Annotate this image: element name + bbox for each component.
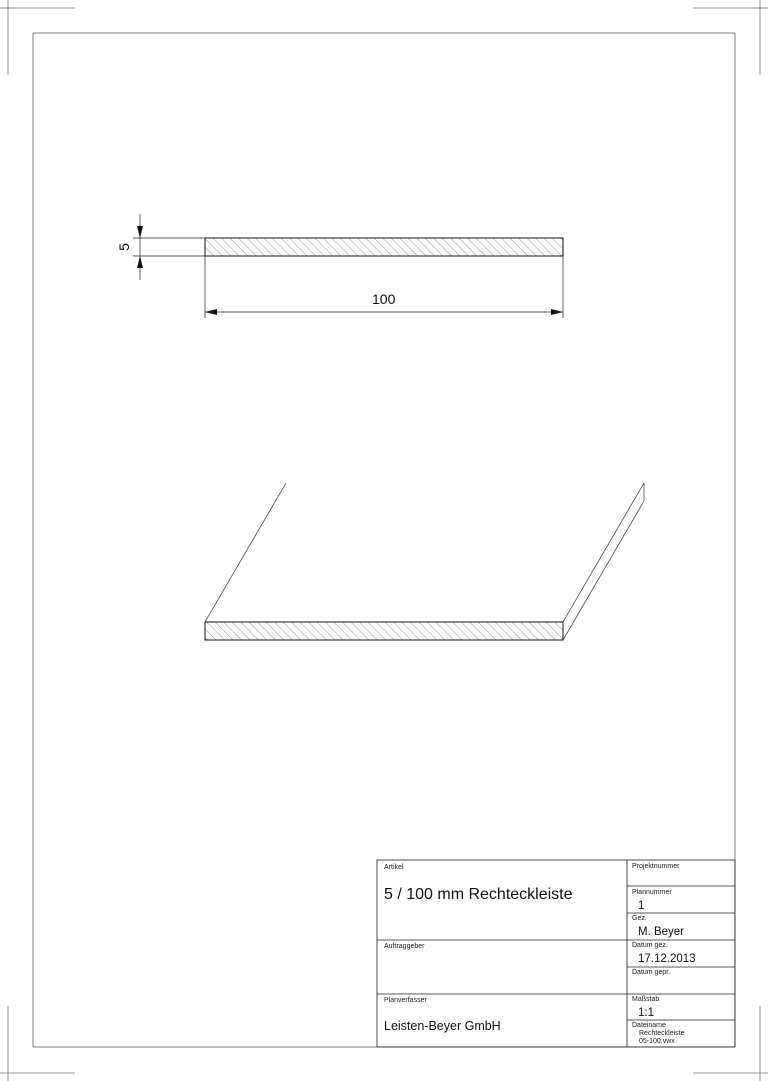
cross-section-view: [133, 214, 563, 318]
thickness-dimension: [133, 214, 205, 280]
projektnummer-label: Projektnummer: [632, 863, 680, 870]
datum-gez-value: 17.12.2013: [638, 953, 696, 965]
gez-label: Gez.: [632, 915, 647, 922]
dateiname-line2: 05-100.vwx: [639, 1038, 675, 1045]
massstab-label: Maßstab: [632, 996, 660, 1003]
perspective-front-face: [205, 622, 563, 640]
plannummer-label: Plannummer: [632, 889, 672, 896]
artikel-value: 5 / 100 mm Rechteckleiste: [384, 886, 573, 903]
dateiname-label: Dateiname: [632, 1022, 666, 1029]
cross-section-profile: [205, 238, 563, 256]
dateiname-line1: Rechteckleiste: [639, 1030, 685, 1037]
artikel-label: Artikel: [384, 864, 404, 871]
perspective-view: [205, 483, 644, 640]
datum-gepr-label: Datum gepr.: [632, 969, 671, 976]
datum-gez-label: Datum gez.: [632, 942, 668, 949]
width-dimension: [205, 256, 563, 318]
planverfasser-label: Planverfasser: [384, 997, 427, 1004]
planverfasser-value: Leisten-Beyer GmbH: [384, 1019, 501, 1033]
auftraggeber-label: Auftraggeber: [384, 943, 425, 950]
thickness-dimension-text: 5: [115, 243, 132, 251]
massstab-value: 1:1: [638, 1007, 654, 1019]
gez-value: M. Beyer: [638, 926, 685, 938]
plannummer-value: 1: [638, 900, 645, 912]
width-dimension-text: 100: [372, 291, 396, 307]
